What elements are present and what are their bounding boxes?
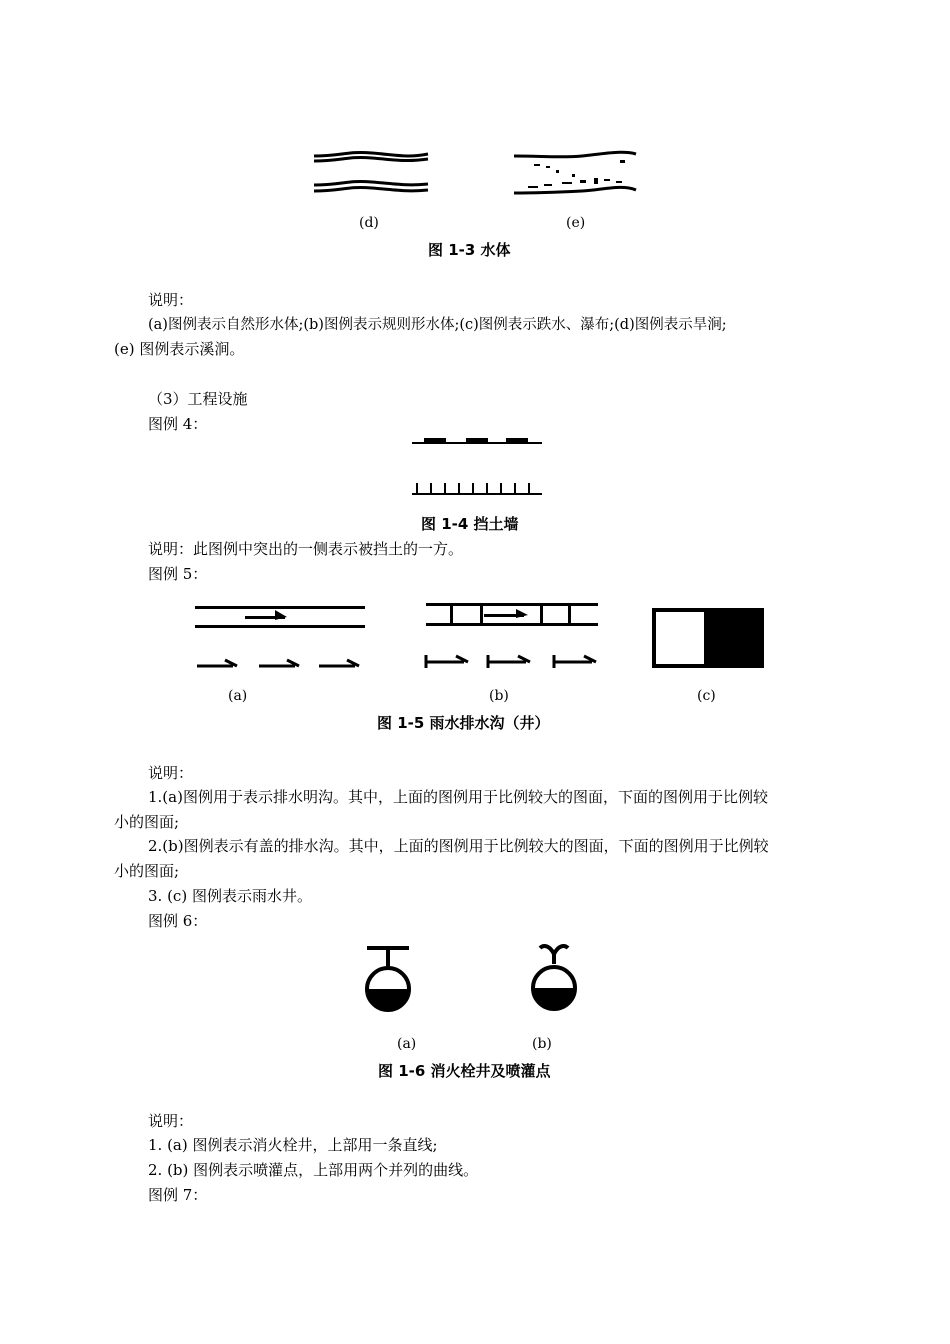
fire-hydrant-well-symbol xyxy=(360,944,420,1019)
fig15-label-a: (a) xyxy=(228,688,248,704)
fig16-label-a: (a) xyxy=(397,1036,417,1052)
expl16-item2: 2. (b) 图例表示喷灌点，上部用两个并列的曲线。 xyxy=(148,1161,479,1179)
expl16-heading: 说明： xyxy=(148,1112,194,1130)
expl15-item2a: 2.(b)图例表示有盖的排水沟。其中，上面的图例用于比例较大的图面，下面的图例用于比例较 xyxy=(148,837,769,855)
expl15-item2b: 小的图面; xyxy=(114,862,180,880)
retaining-wall-symbol xyxy=(410,436,550,496)
sprinkler-point-symbol xyxy=(526,940,586,1015)
expl13-line2: (e) 图例表示溪涧。 xyxy=(114,340,245,358)
fig13-caption: 图 1-3 水体 xyxy=(428,241,511,259)
legend5-label: 图例 5： xyxy=(148,565,208,583)
fig15-label-b: (b) xyxy=(489,688,509,704)
fig14-caption: 图 1-4 挡土墙 xyxy=(421,515,519,533)
fig13-label-d: (d) xyxy=(359,215,379,231)
fig13-label-e: (e) xyxy=(566,215,586,231)
legend4-label: 图例 4： xyxy=(148,415,208,433)
expl15-heading: 说明： xyxy=(148,764,194,782)
legend7-label: 图例 7： xyxy=(148,1186,208,1204)
fig15-label-c: (c) xyxy=(697,688,716,704)
stream-ravine-symbol xyxy=(512,148,642,198)
covered-ditch-symbol xyxy=(424,598,604,673)
expl13-line1: (a)图例表示自然形水体;(b)图例表示规则形水体;(c)图例表示跌水、瀑布;(d)图例表示旱涧; xyxy=(148,317,727,333)
expl14-text: 说明：此图例中突出的一侧表示被挡土的一方。 xyxy=(148,540,464,558)
section3-title: （3）工程设施 xyxy=(148,390,248,408)
fig15-caption: 图 1-5 雨水排水沟（井） xyxy=(377,714,550,732)
expl15-item1a: 1.(a)图例用于表示排水明沟。其中，上面的图例用于比例较大的图面，下面的图例用于比例较 xyxy=(148,788,768,806)
legend6-label: 图例 6： xyxy=(148,912,208,930)
rainwater-well-symbol xyxy=(652,608,767,670)
dry-ravine-symbol xyxy=(312,148,432,198)
fig16-caption: 图 1-6 消火栓井及喷灌点 xyxy=(378,1062,551,1080)
expl16-item1: 1. (a) 图例表示消火栓井，上部用一条直线; xyxy=(148,1136,438,1154)
fig16-label-b: (b) xyxy=(532,1036,552,1052)
expl15-item1b: 小的图面; xyxy=(114,813,180,831)
open-ditch-symbol xyxy=(195,600,370,675)
expl15-item3: 3. (c) 图例表示雨水井。 xyxy=(148,887,312,905)
expl13-heading: 说明： xyxy=(148,291,194,309)
